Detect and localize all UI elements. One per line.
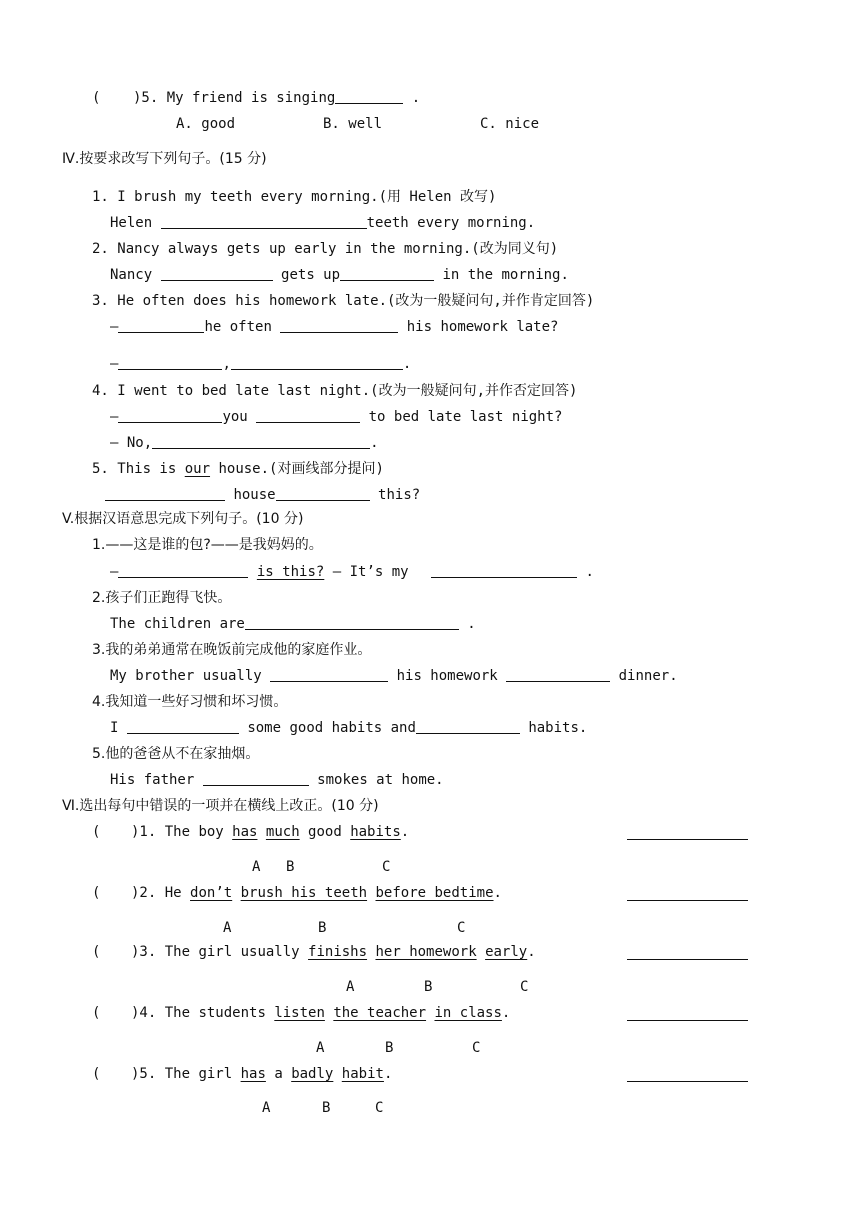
underlined-word: our bbox=[184, 461, 211, 477]
option-letter: B bbox=[385, 1040, 394, 1056]
item-number: )2. bbox=[131, 885, 157, 901]
option-b: B. well bbox=[323, 116, 383, 132]
answer-blank[interactable] bbox=[270, 667, 388, 682]
answer-text: His father bbox=[110, 772, 195, 788]
answer-text: dinner. bbox=[618, 668, 678, 684]
s4-b3 bbox=[110, 355, 411, 373]
answer-text: Nancy bbox=[110, 267, 153, 283]
underlined-option: the teacher bbox=[333, 1005, 427, 1021]
item-number: )3. bbox=[131, 944, 157, 960]
option-letter: B bbox=[286, 859, 295, 875]
answer-blank[interactable] bbox=[276, 486, 370, 501]
s4-q5 bbox=[92, 460, 384, 478]
option-letter: B bbox=[318, 920, 327, 936]
underlined-option: has bbox=[232, 824, 258, 840]
s4-a1 bbox=[110, 214, 535, 232]
s5-a1 bbox=[110, 563, 594, 581]
s4-q2: 2. Nancy always gets up early in the morning.(改为同义句) bbox=[92, 241, 559, 257]
answer-text: his homework late? bbox=[406, 319, 559, 335]
s4-a2 bbox=[110, 266, 569, 284]
underlined-option: early bbox=[485, 944, 528, 960]
answer-blank[interactable] bbox=[431, 563, 577, 578]
answer-paren[interactable]: ( bbox=[92, 824, 101, 840]
answer-paren[interactable]: ( bbox=[92, 1005, 101, 1021]
correction-line[interactable] bbox=[627, 1081, 748, 1082]
error-item-3 bbox=[131, 943, 536, 961]
answer-blank[interactable] bbox=[105, 486, 225, 501]
underlined-option: don’t bbox=[190, 885, 233, 901]
answer-blank[interactable] bbox=[231, 355, 403, 370]
answer-blank[interactable] bbox=[245, 615, 459, 630]
answer-text: he often bbox=[204, 319, 272, 335]
option-letter: C bbox=[472, 1040, 481, 1056]
sentence-text bbox=[257, 824, 265, 840]
error-item-4 bbox=[131, 1004, 510, 1022]
s5-zh3: 3.我的弟弟通常在晚饭前完成他的家庭作业。 bbox=[92, 642, 372, 658]
sentence-text: . bbox=[383, 1066, 393, 1082]
s5-zh2: 2.孩子们正跑得飞快。 bbox=[92, 590, 232, 606]
s5-zh4: 4.我知道一些好习惯和坏习惯。 bbox=[92, 694, 288, 710]
sentence-text: good bbox=[299, 824, 351, 840]
option-letter: A bbox=[262, 1100, 271, 1116]
answer-text: . bbox=[585, 564, 594, 580]
answer-text: habits. bbox=[528, 720, 588, 736]
underlined-option: brush his teeth bbox=[240, 885, 368, 901]
s5-a3 bbox=[110, 667, 678, 685]
error-item-1 bbox=[131, 823, 409, 841]
item-number: )5. bbox=[131, 1066, 157, 1082]
correction-line[interactable] bbox=[627, 900, 748, 901]
correction-line[interactable] bbox=[627, 1020, 748, 1021]
answer-paren[interactable]: ( bbox=[92, 944, 101, 960]
sentence-text: . bbox=[527, 944, 536, 960]
answer-blank[interactable] bbox=[416, 719, 520, 734]
option-letter: C bbox=[520, 979, 529, 995]
answer-blank[interactable] bbox=[280, 318, 398, 333]
answer-text: to bed late last night? bbox=[368, 409, 563, 425]
answer-text: My brother usually bbox=[110, 668, 262, 684]
answer-blank[interactable] bbox=[161, 214, 367, 229]
option-c: C. nice bbox=[480, 116, 540, 132]
option-letter: A bbox=[223, 920, 232, 936]
underlined-option: has bbox=[240, 1066, 266, 1082]
answer-text: — bbox=[110, 564, 119, 580]
answer-text: . bbox=[370, 435, 379, 451]
answer-text: . bbox=[402, 356, 412, 372]
sentence-text: a bbox=[265, 1066, 292, 1082]
error-item-2 bbox=[131, 884, 502, 902]
answer-blank[interactable] bbox=[152, 434, 370, 449]
answer-blank[interactable] bbox=[340, 266, 434, 281]
option-letter: C bbox=[457, 920, 466, 936]
s4-q1: 1. I brush my teeth every morning.(用 Helen 改写) bbox=[92, 189, 497, 205]
sentence-text: The students bbox=[164, 1005, 275, 1021]
q4-item5-line bbox=[133, 89, 420, 107]
s4-a5 bbox=[105, 486, 420, 504]
answer-blank[interactable] bbox=[335, 89, 403, 104]
answer-text: — bbox=[110, 409, 119, 425]
sentence-text: The girl usually bbox=[164, 944, 309, 960]
option-letter: B bbox=[322, 1100, 331, 1116]
answer-text: his homework bbox=[396, 668, 498, 684]
s4-b4 bbox=[110, 434, 379, 452]
q4-item5-num: )5. bbox=[133, 90, 159, 106]
error-item-5 bbox=[131, 1065, 392, 1083]
s4-q3: 3. He often does his homework late.(改为一般疑问句,并作肯定回答) bbox=[92, 293, 595, 309]
answer-text: — bbox=[110, 319, 119, 335]
question-text: 5. This is bbox=[92, 461, 177, 477]
answer-paren[interactable]: ( bbox=[92, 885, 101, 901]
sentence-text: . bbox=[493, 885, 502, 901]
answer-text: you bbox=[222, 409, 248, 425]
option-letter: C bbox=[382, 859, 391, 875]
answer-text: Helen bbox=[110, 215, 153, 231]
underlined-option: finishs bbox=[308, 944, 368, 960]
underlined-option: much bbox=[265, 824, 300, 840]
s4-q4: 4. I went to bed late last night.(改为一般疑问句,并作否定回答) bbox=[92, 383, 578, 399]
s5-zh5: 5.他的爸爸从不在家抽烟。 bbox=[92, 746, 260, 762]
s5-a4 bbox=[110, 719, 587, 737]
option-letter: A bbox=[316, 1040, 325, 1056]
correction-line[interactable] bbox=[627, 959, 748, 960]
answer-text: teeth every morning. bbox=[366, 215, 536, 231]
s4-a3 bbox=[110, 318, 558, 336]
option-letter: C bbox=[375, 1100, 384, 1116]
answer-blank[interactable] bbox=[118, 355, 222, 370]
option-letter: A bbox=[346, 979, 355, 995]
sentence-text bbox=[477, 944, 485, 960]
answer-text: , bbox=[222, 356, 231, 372]
option-a: A. good bbox=[176, 116, 236, 132]
underlined-option: her homework bbox=[375, 944, 477, 960]
answer-blank[interactable] bbox=[256, 408, 360, 423]
s4-a4 bbox=[110, 408, 562, 426]
answer-text: is this? bbox=[256, 564, 325, 580]
underlined-option: listen bbox=[274, 1005, 325, 1021]
answer-text: — It’s my bbox=[332, 564, 409, 580]
answer-text: — bbox=[110, 356, 119, 372]
sentence-text bbox=[232, 885, 240, 901]
underlined-option: in class bbox=[434, 1005, 502, 1021]
answer-text: some good habits and bbox=[247, 720, 416, 736]
sentence-text: . bbox=[501, 1005, 511, 1021]
answer-text: this? bbox=[378, 487, 421, 503]
s5-a2 bbox=[110, 615, 476, 633]
answer-text: I bbox=[110, 720, 119, 736]
answer-text: The children are bbox=[110, 616, 245, 632]
answer-paren[interactable]: ( bbox=[92, 1066, 101, 1082]
answer-blank[interactable] bbox=[118, 408, 222, 423]
item-number: )1. bbox=[131, 824, 157, 840]
q4-item5-paren: ( bbox=[92, 90, 101, 106]
answer-blank[interactable] bbox=[161, 266, 273, 281]
sentence-text: He bbox=[164, 885, 191, 901]
correction-line[interactable] bbox=[627, 839, 748, 840]
answer-blank[interactable] bbox=[203, 771, 309, 786]
answer-blank[interactable] bbox=[118, 318, 204, 333]
sentence-text: The girl bbox=[164, 1066, 241, 1082]
option-letter: A bbox=[252, 859, 261, 875]
s5-zh1: 1.——这是谁的包?——是我妈妈的。 bbox=[92, 537, 323, 553]
section-5-title: V.根据汉语意思完成下列句子。(10 分) bbox=[62, 511, 304, 527]
question-text: house.(对画线部分提问) bbox=[218, 461, 384, 477]
answer-text: house bbox=[233, 487, 276, 503]
answer-text: smokes at home. bbox=[317, 772, 444, 788]
sentence-text: The boy bbox=[164, 824, 233, 840]
underlined-option: badly bbox=[291, 1066, 334, 1082]
underlined-option: habits bbox=[350, 824, 401, 840]
q4-item5-text: My friend is singing bbox=[166, 90, 336, 106]
sentence-text bbox=[333, 1066, 341, 1082]
section-6-title: Ⅵ.选出每句中错误的一项并在横线上改正。(10 分) bbox=[62, 798, 379, 814]
answer-text: in the morning. bbox=[442, 267, 569, 283]
underlined-option: before bedtime bbox=[375, 885, 494, 901]
q4-item5-end: . bbox=[411, 90, 421, 106]
answer-blank[interactable] bbox=[118, 563, 248, 578]
answer-text: — No, bbox=[110, 435, 153, 451]
answer-text: gets up bbox=[281, 267, 341, 283]
answer-blank[interactable] bbox=[506, 667, 610, 682]
answer-blank[interactable] bbox=[127, 719, 239, 734]
sentence-text: . bbox=[400, 824, 410, 840]
section-4-title: Ⅳ.按要求改写下列句子。(15 分) bbox=[62, 151, 267, 167]
answer-text: . bbox=[467, 616, 476, 632]
option-letter: B bbox=[424, 979, 433, 995]
sentence-text bbox=[367, 885, 375, 901]
underlined-option: habit bbox=[341, 1066, 384, 1082]
s5-a5 bbox=[110, 771, 444, 789]
item-number: )4. bbox=[131, 1005, 157, 1021]
